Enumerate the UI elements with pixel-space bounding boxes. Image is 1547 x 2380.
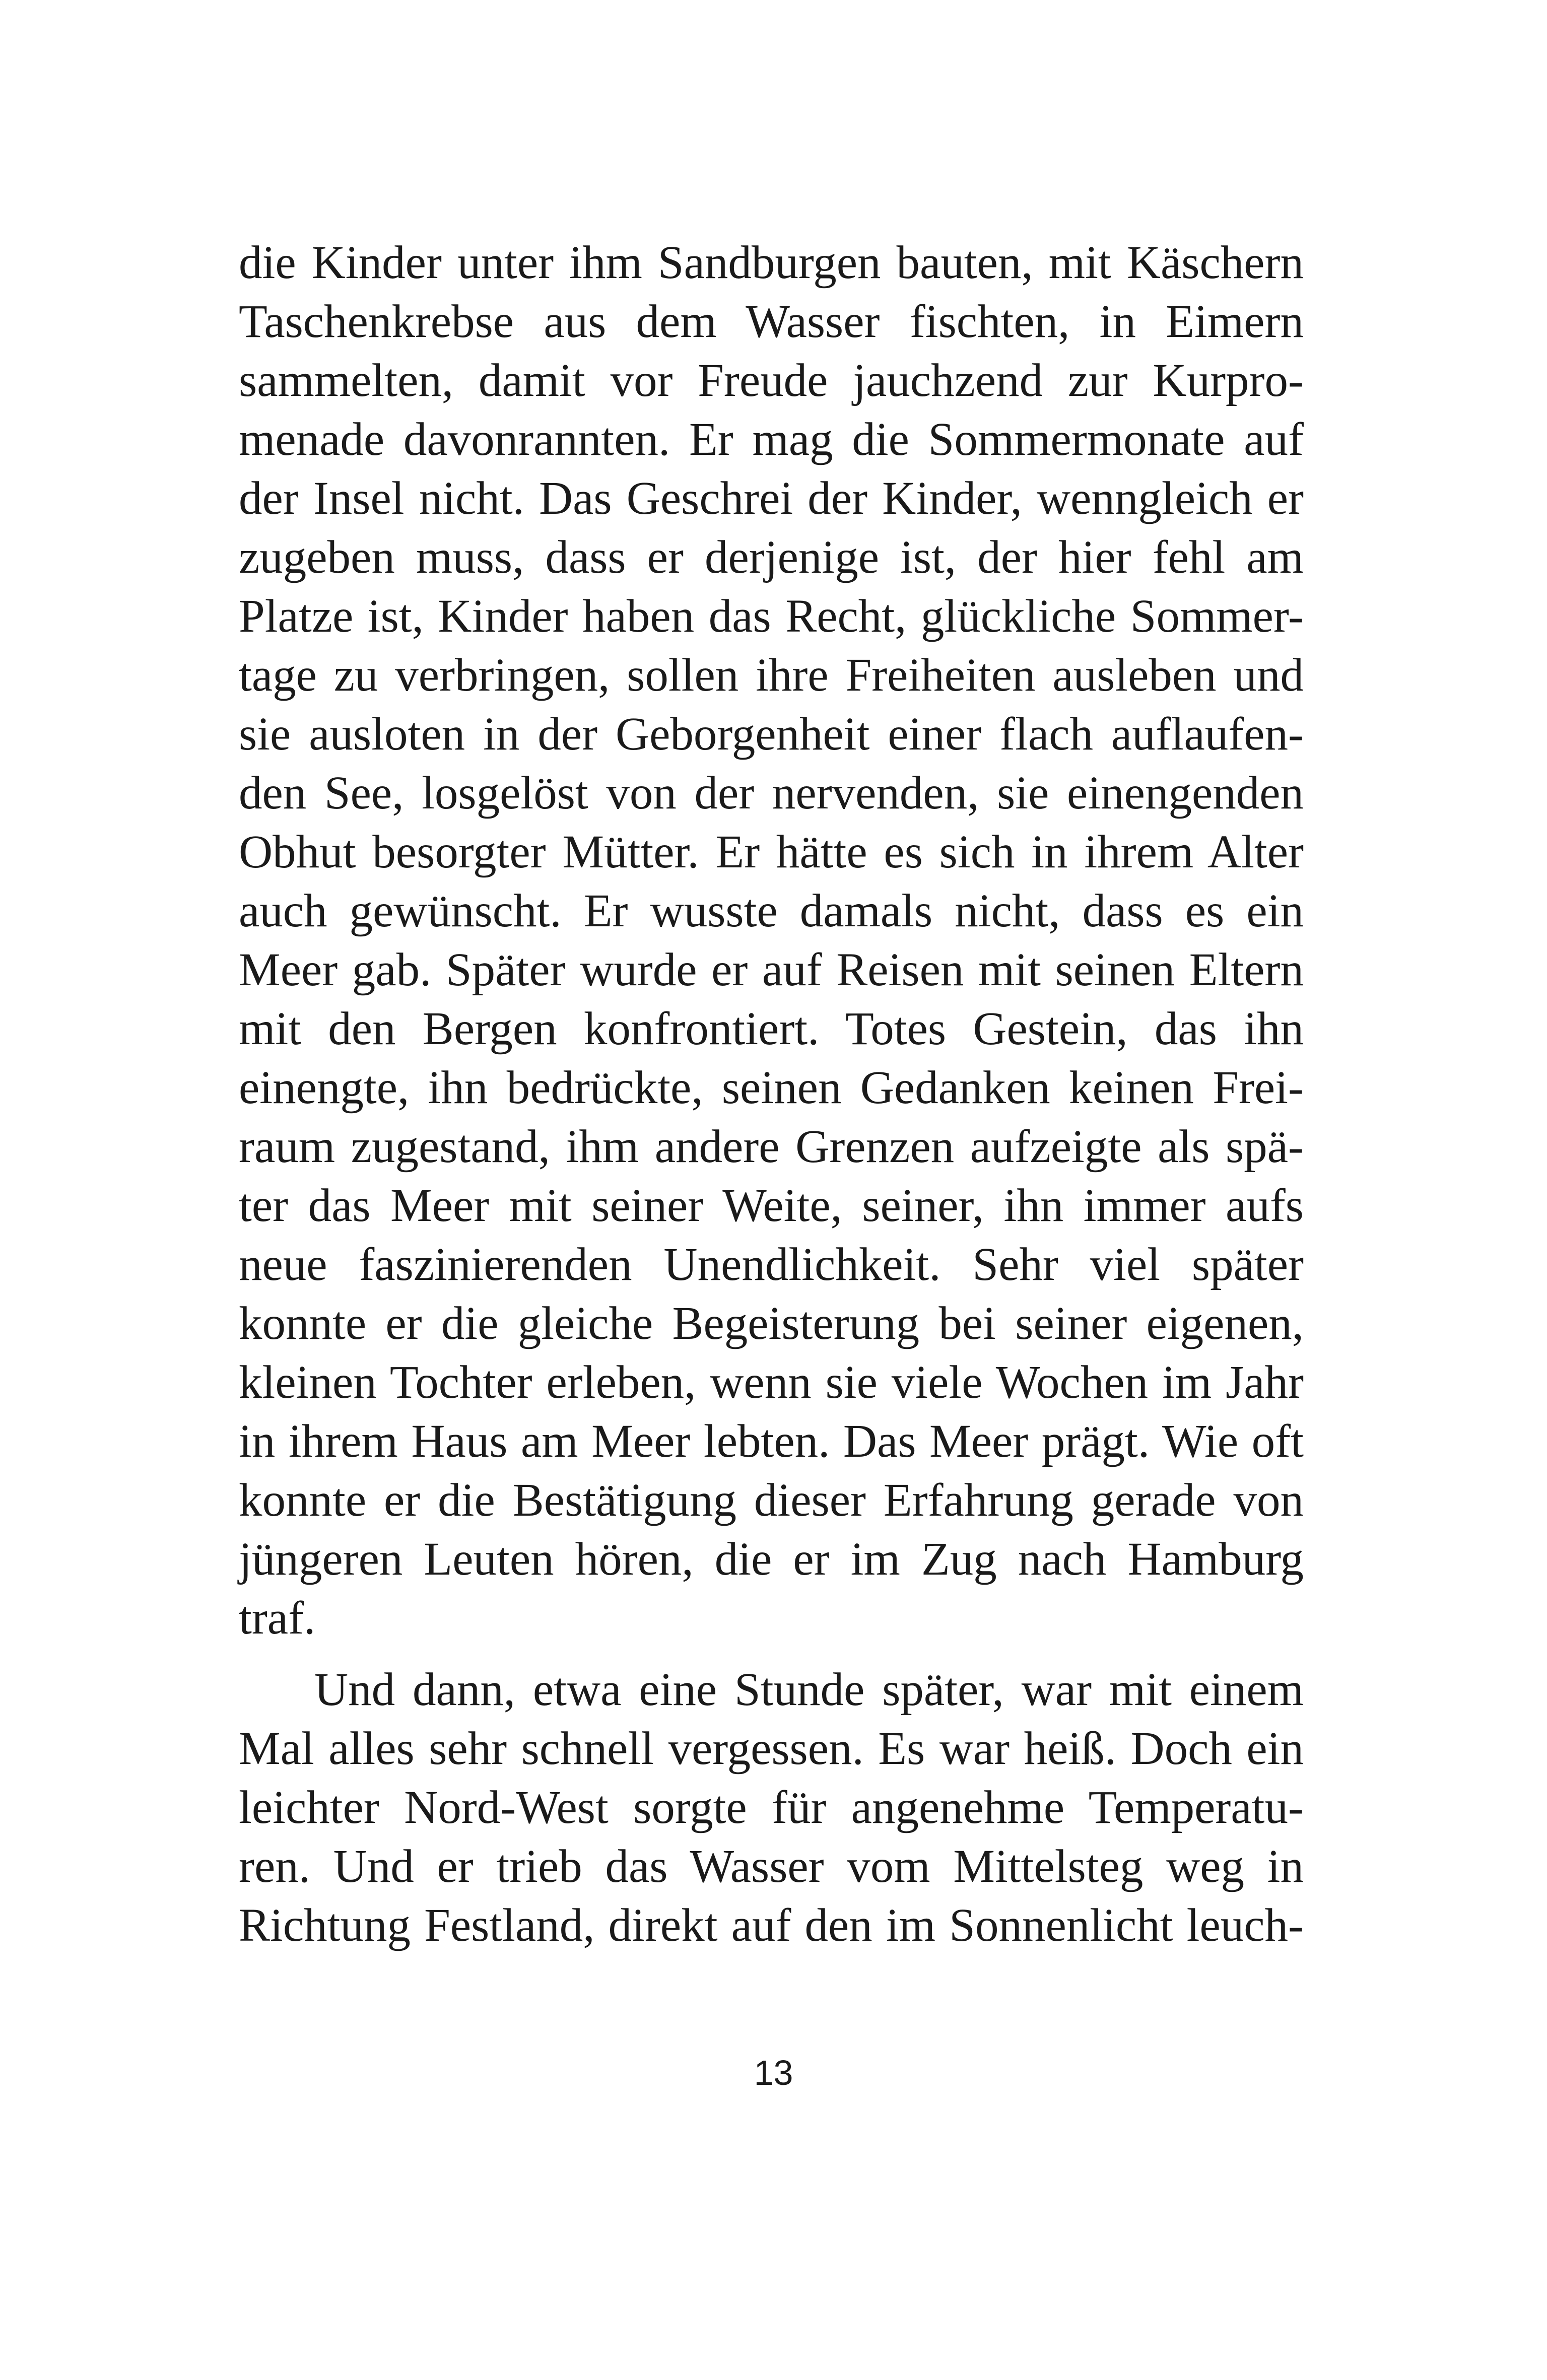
text-line: einengte, ihn bedrückte, seinen Gedanken keinen Frei- bbox=[239, 1062, 1304, 1114]
text-line: Obhut besorgter Mütter. Er hätte es sich in ihrem Alter bbox=[239, 826, 1304, 878]
text-line: Meer gab. Später wurde er auf Reisen mit seinen Eltern bbox=[239, 944, 1304, 996]
text-line: Richtung Festland, direkt auf den im Sonnenlicht leuch- bbox=[239, 1899, 1304, 1951]
paragraph-1 bbox=[239, 233, 1304, 1648]
text-line: in ihrem Haus am Meer lebten. Das Meer prägt. Wie oft bbox=[239, 1415, 1304, 1467]
text-line: Taschenkrebse aus dem Wasser fischten, in Eimern bbox=[239, 296, 1304, 348]
text-line: tage zu verbringen, sollen ihre Freiheiten ausleben und bbox=[239, 649, 1304, 701]
paragraph-2 bbox=[239, 1660, 1304, 1955]
text-line: zugeben muss, dass er derjenige ist, der hier fehl am bbox=[239, 531, 1304, 583]
text-line: neue faszinierenden Unendlichkeit. Sehr viel später bbox=[239, 1239, 1304, 1290]
text-line: raum zugestand, ihm andere Grenzen aufzeigte als spä- bbox=[239, 1121, 1304, 1173]
text-line: der Insel nicht. Das Geschrei der Kinder, wenngleich er bbox=[239, 472, 1304, 524]
text-line: traf. bbox=[239, 1592, 316, 1644]
text-line: Platze ist, Kinder haben das Recht, glückliche Sommer- bbox=[239, 590, 1304, 642]
paragraph-gap bbox=[239, 1648, 1304, 1660]
text-line: konnte er die gleiche Begeisterung bei seiner eigenen, bbox=[239, 1298, 1304, 1349]
text-line: ter das Meer mit seiner Weite, seiner, ihn immer aufs bbox=[239, 1180, 1304, 1232]
text-line: mit den Bergen konfrontiert. Totes Gestein, das ihn bbox=[239, 1003, 1304, 1055]
text-line: Mal alles sehr schnell vergessen. Es war heiß. Doch ein bbox=[239, 1723, 1304, 1775]
text-line: auch gewünscht. Er wusste damals nicht, dass es ein bbox=[239, 885, 1304, 937]
text-line: sammelten, damit vor Freude jauchzend zur Kurpro- bbox=[239, 355, 1304, 406]
text-line: konnte er die Bestätigung dieser Erfahrung gerade von bbox=[239, 1474, 1304, 1526]
text-line: menade davonrannten. Er mag die Sommermonate auf bbox=[239, 414, 1304, 465]
text-line: jüngeren Leuten hören, die er im Zug nach Hamburg bbox=[239, 1533, 1304, 1585]
text-line: ren. Und er trieb das Wasser vom Mittelsteg weg in bbox=[239, 1841, 1304, 1892]
body-text bbox=[239, 233, 1304, 1955]
text-line: den See, losgelöst von der nervenden, sie einengenden bbox=[239, 767, 1304, 819]
text-line: Und dann, etwa eine Stunde später, war mit einem bbox=[314, 1664, 1304, 1716]
text-line: sie ausloten in der Geborgenheit einer flach auflaufen- bbox=[239, 708, 1304, 760]
text-line: die Kinder unter ihm Sandburgen bauten, mit Käschern bbox=[239, 237, 1304, 289]
text-line: leichter Nord-West sorgte für angenehme Temperatu- bbox=[239, 1782, 1304, 1833]
text-line: kleinen Tochter erleben, wenn sie viele Wochen im Jahr bbox=[239, 1356, 1304, 1408]
page-number: 13 bbox=[754, 2053, 793, 2092]
